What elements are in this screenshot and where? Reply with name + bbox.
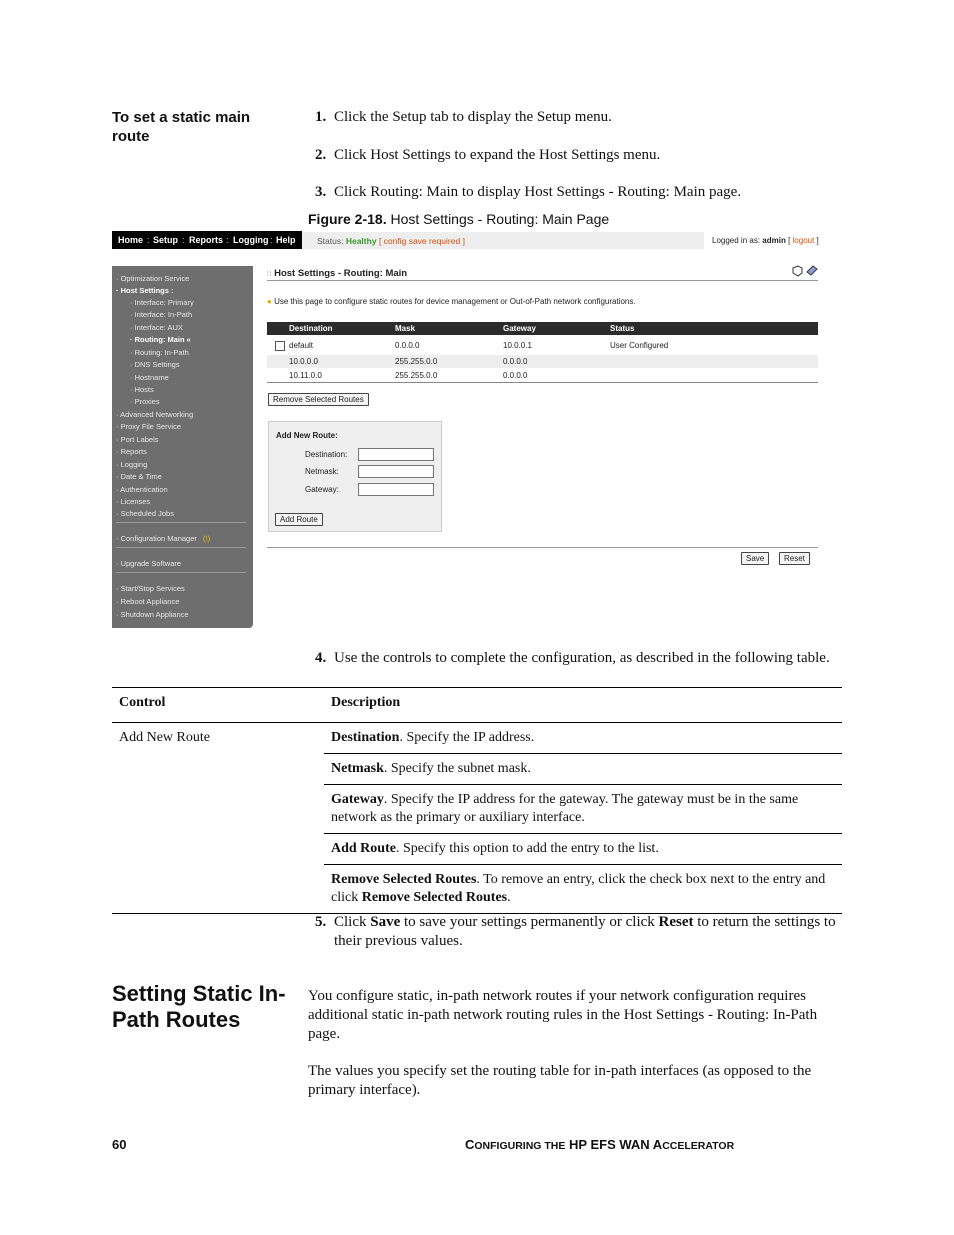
table-cell: 255.255.0.0 xyxy=(395,357,438,366)
destination-label: Destination: xyxy=(305,450,348,459)
nav-home[interactable]: Home xyxy=(118,235,144,245)
bullet-icon: ∷ xyxy=(267,271,272,278)
sidebar-item-licenses[interactable]: · Licenses xyxy=(116,497,151,506)
description-cell: Add Route. Specify this option to add the entry to the list. xyxy=(324,834,842,865)
logged-in-label: Logged in as: xyxy=(712,236,761,245)
sidebar-item-logging[interactable]: · Logging xyxy=(116,460,148,469)
page-title: ∷ Host Settings - Routing: Main xyxy=(267,268,408,279)
sidebar-item-reports[interactable]: · Reports xyxy=(116,447,147,456)
title-divider xyxy=(267,280,818,281)
reset-button[interactable]: Reset xyxy=(779,552,810,565)
sidebar-item-configuration-manager[interactable] xyxy=(116,534,210,543)
table-bottom-border xyxy=(267,382,818,383)
sidebar-item-scheduled-jobs[interactable]: · Scheduled Jobs xyxy=(116,509,174,518)
step-5 xyxy=(315,913,845,949)
column-header-control: Control xyxy=(112,688,324,723)
step-3 xyxy=(315,183,845,202)
control-cell: Add New Route xyxy=(112,723,324,914)
table-cell: 10.0.0.0 xyxy=(289,357,318,366)
sidebar-item-proxies[interactable]: · Proxies xyxy=(130,397,160,406)
routes-table-header xyxy=(267,322,818,335)
sidebar-item-hostname[interactable]: · Hostname xyxy=(130,373,169,382)
table-row xyxy=(267,369,818,382)
logged-in-user: admin xyxy=(762,236,786,245)
column-header: Status xyxy=(610,324,635,333)
table-row xyxy=(267,355,818,368)
sidebar-divider xyxy=(116,547,246,548)
table-cell: 0.0.0.0 xyxy=(503,357,528,366)
remove-selected-routes-button[interactable]: Remove Selected Routes xyxy=(268,393,369,406)
nav-help[interactable]: Help xyxy=(276,235,296,245)
status-bar xyxy=(302,232,704,249)
destination-input[interactable] xyxy=(358,448,434,461)
nav-separator: : xyxy=(182,235,185,245)
sidebar-item-start-stop-services[interactable]: · Start/Stop Services xyxy=(116,584,185,593)
step-2 xyxy=(315,146,845,165)
netmask-label: Netmask: xyxy=(305,467,339,476)
step-4 xyxy=(315,649,855,668)
status-value: Healthy xyxy=(345,236,377,246)
nav-setup[interactable]: Setup xyxy=(153,235,179,245)
netmask-input[interactable] xyxy=(358,465,434,478)
column-header: Mask xyxy=(395,324,416,333)
lightbulb-icon: ● xyxy=(267,297,272,306)
sidebar-item-proxy-file-service[interactable]: · Proxy File Service xyxy=(116,422,182,431)
step-text: Use the controls to complete the configuration, as described in the following table. xyxy=(334,650,830,666)
description-cell: Remove Selected Routes. To remove an entry, click the check box next to the entry and click Remove Selected Routes. xyxy=(324,865,842,914)
nav-logging[interactable]: Logging xyxy=(233,235,269,245)
figure-caption xyxy=(308,211,609,227)
step-number: 2. xyxy=(315,147,327,163)
nav-reports[interactable]: Reports xyxy=(189,235,224,245)
figure-screenshot xyxy=(112,231,826,631)
step-text: Click Host Settings to expand the Host Settings menu. xyxy=(334,147,661,163)
sidebar-item-shutdown-appliance[interactable]: · Shutdown Appliance xyxy=(116,610,189,619)
figure-label: Figure 2-18. xyxy=(308,211,387,227)
sidebar-item-host-settings[interactable]: · Host Settings : xyxy=(116,286,174,295)
nav-separator: : xyxy=(226,235,229,245)
top-nav xyxy=(112,231,302,249)
sidebar-item-authentication[interactable]: · Authentication xyxy=(116,485,168,494)
sidebar-item-routing-inpath[interactable]: · Routing: In-Path xyxy=(130,348,189,357)
logout-link[interactable]: logout xyxy=(792,236,815,245)
sidebar-item-interface-aux[interactable]: · Interface: AUX xyxy=(130,323,183,332)
table-cell: 10.11.0.0 xyxy=(289,371,322,380)
logged-in-info: Logged in as: admin [ logout ] xyxy=(712,236,819,245)
gateway-input[interactable] xyxy=(358,483,434,496)
sidebar-divider xyxy=(116,572,246,573)
sidebar-item-label: · Configuration Manager xyxy=(116,534,197,543)
sidebar-item-optimization-service[interactable]: · Optimization Service xyxy=(116,274,190,283)
help-icon[interactable] xyxy=(791,265,819,277)
description-cell: Netmask. Specify the subnet mask. xyxy=(324,754,842,785)
sidebar-item-advanced-networking[interactable]: · Advanced Networking xyxy=(116,410,194,419)
table-row xyxy=(112,723,842,754)
gateway-label: Gateway: xyxy=(305,485,339,494)
column-header: Destination xyxy=(289,324,333,333)
step-number: 3. xyxy=(315,184,327,200)
sidebar-item-port-labels[interactable]: · Port Labels xyxy=(116,435,159,444)
sidebar-item-interface-primary[interactable]: · Interface: Primary xyxy=(130,298,194,307)
table-cell: 10.0.0.1 xyxy=(503,341,532,350)
nav-separator: : xyxy=(147,235,150,245)
nav-separator: : xyxy=(270,235,273,245)
section-paragraph: The values you specify set the routing table for in-path interfaces (as opposed to the primary interface). xyxy=(308,1063,812,1098)
column-header: Gateway xyxy=(503,324,536,333)
step-number: 5. xyxy=(315,914,327,930)
table-cell: 0.0.0.0 xyxy=(395,341,420,350)
page-hint: ● Use this page to configure static routes for device management or Out-of-Path network configurations. xyxy=(267,297,636,306)
column-header-description: Description xyxy=(324,688,842,723)
step-number: 4. xyxy=(315,650,327,666)
status-label: Status: xyxy=(317,236,344,246)
section-paragraph: You configure static, in-path network routes if your network configuration requires additional static in-path network routing rules in the Host Settings - Routing: In-Path page. xyxy=(308,988,818,1042)
table-row xyxy=(267,339,818,352)
step-text: Click Routing: Main to display Host Settings - Routing: Main page. xyxy=(334,184,742,200)
sidebar-item-dns-settings[interactable]: · DNS Settings xyxy=(130,360,180,369)
add-route-panel xyxy=(268,421,442,532)
bottom-divider xyxy=(267,547,818,548)
add-route-title: Add New Route: xyxy=(276,431,338,440)
running-footer: CONFIGURING THE HP EFS WAN ACCELERATOR xyxy=(465,1137,735,1152)
sidebar-item-reboot-appliance[interactable]: · Reboot Appliance xyxy=(116,597,180,606)
sidebar-divider xyxy=(116,522,246,523)
status-note[interactable]: [ config save required ] xyxy=(378,236,465,246)
add-route-button[interactable]: Add Route xyxy=(275,513,323,526)
figure-caption-text: Host Settings - Routing: Main Page xyxy=(390,211,610,227)
step-1 xyxy=(315,108,845,127)
sidebar-item-routing-main[interactable]: · Routing: Main « xyxy=(130,335,191,344)
save-button[interactable]: Save xyxy=(741,552,769,565)
procedure-heading: To set a static main route xyxy=(112,109,251,145)
sidebar xyxy=(112,266,253,628)
sidebar-item-interface-inpath[interactable]: · Interface: In-Path xyxy=(130,310,193,319)
section-heading: Setting Static In-Path Routes xyxy=(112,981,286,1032)
table-cell: default xyxy=(289,341,314,350)
step-text: Click Save to save your settings permanently or click Reset to return the settings to their previous values. xyxy=(334,914,836,949)
table-cell: 255.255.0.0 xyxy=(395,371,438,380)
step-number: 1. xyxy=(315,109,327,125)
sidebar-item-upgrade-software[interactable]: · Upgrade Software xyxy=(116,559,182,568)
table-cell: User Configured xyxy=(610,341,669,350)
sidebar-item-date-time[interactable]: · Date & Time xyxy=(116,472,162,481)
description-cell: Destination. Specify the IP address. xyxy=(324,723,842,754)
step-text: Click the Setup tab to display the Setup menu. xyxy=(334,109,612,125)
table-cell: 0.0.0.0 xyxy=(503,371,528,380)
page-number: 60 xyxy=(112,1137,127,1152)
sidebar-item-hosts[interactable]: · Hosts xyxy=(130,385,154,394)
warning-badge: (!) xyxy=(202,534,211,543)
controls-table xyxy=(112,687,842,914)
description-cell: Gateway. Specify the IP address for the gateway. The gateway must be in the same network as the primary or auxiliary interface. xyxy=(324,785,842,834)
